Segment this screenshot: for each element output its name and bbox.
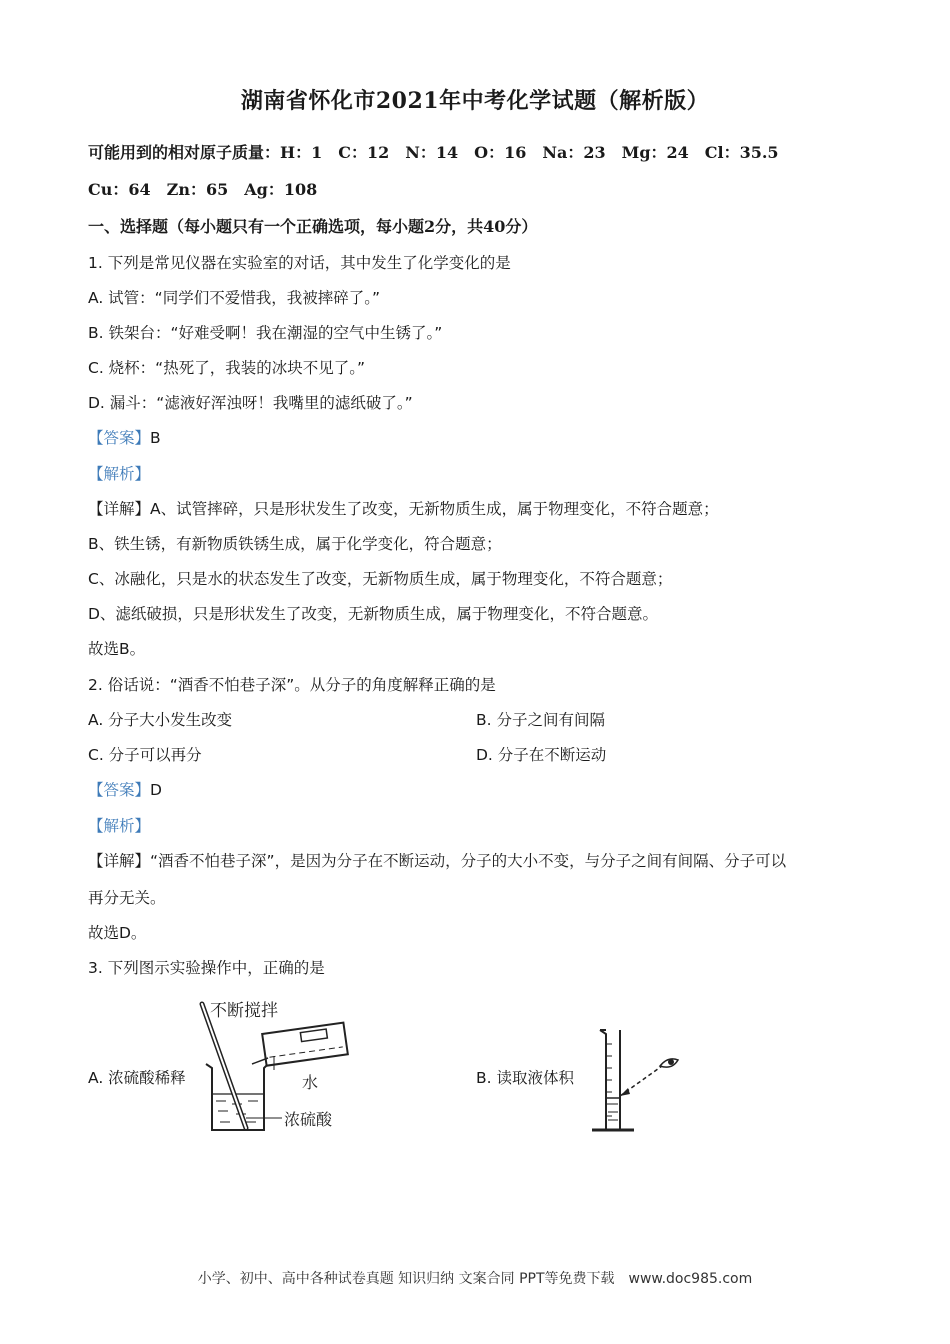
- detail-text: “酒香不怕巷子深”，是因为分子在不断运动，分子的大小不变，与分子之间有间隔、分子可以: [150, 852, 787, 870]
- label-water: 水: [302, 1073, 319, 1092]
- question-3-option-a: A. 浓硫酸稀释: [88, 1069, 186, 1087]
- graduated-cylinder: [600, 1030, 606, 1130]
- question-2-analysis-tag: 【解析】: [88, 817, 151, 835]
- question-1-option-c: C. 烧杯：“热死了，我装的冰块不见了。”: [88, 359, 365, 377]
- atomic-masses-line-1: 可能用到的相对原子质量：H：1 C：12 N：14 O：16 Na：23 Mg：24 Cl：35.5: [88, 143, 779, 162]
- question-3-option-b: B. 读取液体积: [476, 1069, 574, 1087]
- question-2-stem: 2. 俗话说：“酒香不怕巷子深”。从分子的角度解释正确的是: [88, 676, 496, 694]
- question-1-detail-line-4: D、滤纸破损，只是形状发生了改变，无新物质生成，属于物理变化，不符合题意。: [88, 605, 658, 623]
- question-2-option-a: A. 分子大小发生改变: [88, 711, 233, 729]
- eye-icon: [660, 1059, 678, 1067]
- label-stir: 不断搅拌: [210, 1001, 278, 1021]
- answer-value: D: [150, 781, 162, 799]
- question-2-detail-line-1: [88, 849, 786, 871]
- question-1-detail-line-2: B、铁生锈，有新物质铁锈生成，属于化学变化，符合题意；: [88, 535, 502, 553]
- question-1-detail-line-1: [88, 497, 719, 519]
- question-2-answer: [88, 778, 162, 800]
- footer-url[interactable]: www.doc985.com: [628, 1271, 753, 1287]
- page-footer: [0, 1268, 950, 1288]
- question-2-option-c: C. 分子可以再分: [88, 746, 202, 764]
- atomic-masses-line-2: Cu：64 Zn：65 Ag：108: [88, 180, 318, 199]
- question-1-option-d: D. 漏斗：“滤液好浑浊呀！我嘴里的滤纸破了。”: [88, 394, 413, 412]
- question-1-option-a: A. 试管：“同学们不爱惜我，我被摔碎了。”: [88, 289, 380, 307]
- question-1-conclusion: 故选B。: [88, 640, 146, 658]
- question-1-detail-line-3: C、冰融化，只是水的状态发生了改变，无新物质生成，属于物理变化，不符合题意；: [88, 570, 673, 588]
- question-3-stem: 3. 下列图示实验操作中，正确的是: [88, 959, 325, 977]
- answer-tag: 【答案】: [88, 781, 151, 799]
- water-bottle: [262, 1023, 348, 1066]
- answer-tag: 【答案】: [88, 429, 151, 447]
- label-acid: 浓硫酸: [284, 1110, 333, 1129]
- question-1-stem: 1. 下列是常见仪器在实验室的对话，其中发生了化学变化的是: [88, 254, 511, 272]
- footer-text: 小学、初中、高中各种试卷真题 知识归纳 文案合同 PPT等免费下载: [197, 1271, 615, 1287]
- question-2-option-b: B. 分子之间有间隔: [476, 711, 605, 729]
- dilution-figure: [196, 998, 356, 1138]
- question-1-answer: [88, 426, 161, 448]
- question-2-conclusion: 故选D。: [88, 924, 147, 942]
- detail-tag: 【详解】: [88, 500, 151, 518]
- detail-tag: 【详解】: [88, 852, 151, 870]
- question-2-detail-line-2: 再分无关。: [88, 889, 166, 907]
- answer-value: B: [150, 429, 161, 447]
- cylinder-reading-figure: [586, 1026, 686, 1138]
- detail-text: A、试管摔碎，只是形状发生了改变，无新物质生成，属于物理变化，不符合题意；: [150, 500, 719, 518]
- question-1-analysis-tag: 【解析】: [88, 465, 151, 483]
- section-heading: 一、选择题（每小题只有一个正确选项，每小题2分，共40分）: [88, 217, 538, 236]
- document-title: 湖南省怀化市2021年中考化学试题（解析版）: [240, 88, 710, 114]
- question-1-option-b: B. 铁架台：“好难受啊！我在潮湿的空气中生锈了。”: [88, 324, 443, 342]
- question-2-option-d: D. 分子在不断运动: [476, 746, 607, 764]
